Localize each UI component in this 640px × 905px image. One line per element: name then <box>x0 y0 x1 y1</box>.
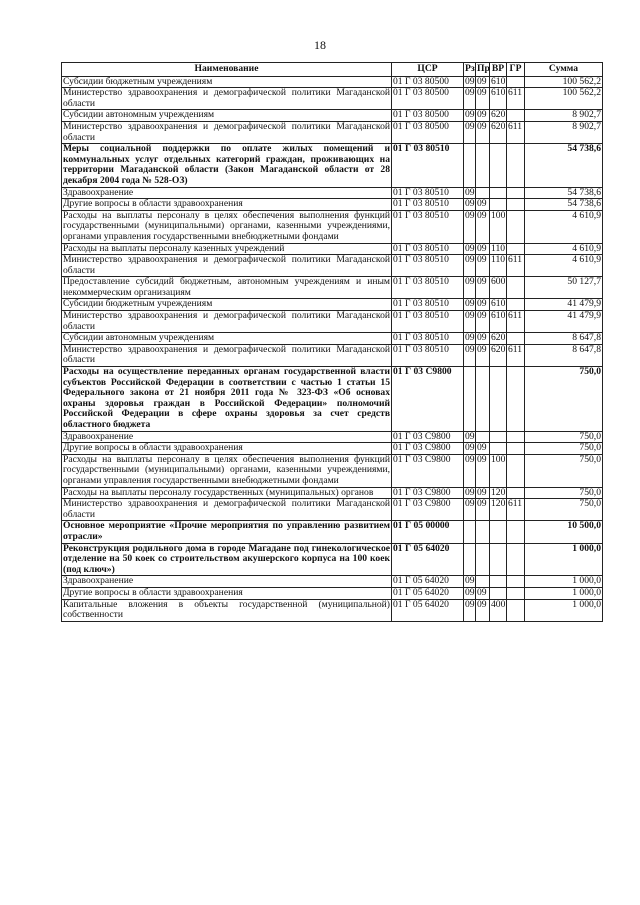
cell-pr: 09 <box>476 277 490 299</box>
cell-pr: 09 <box>476 333 490 345</box>
cell-gr <box>507 576 525 588</box>
cell-pr <box>476 431 490 443</box>
cell-csr: 01 Г 05 00000 <box>392 521 464 543</box>
table-row <box>62 543 603 576</box>
cell-name: Расходы на выплаты персоналу в целях обеспечения выполнения функций государственными (муниципальными) органами, казенными учреждениями, органами управления государственными внебюджетными фондами <box>63 209 390 242</box>
cell-name: Другие вопросы в области здравоохранения <box>62 199 392 211</box>
cell-gr <box>507 454 525 487</box>
table-row <box>62 277 603 299</box>
cell-rz: 09 <box>464 599 476 621</box>
cell-csr: 01 Г 05 64020 <box>392 576 464 588</box>
cell-vr: 600 <box>490 277 507 299</box>
budget-table <box>61 62 603 622</box>
cell-vr <box>490 144 507 187</box>
cell-rz: 09 <box>465 575 475 587</box>
cell-sum: 50 127,7 <box>525 277 603 299</box>
cell-csr: 01 Г 03 80510 <box>392 243 464 255</box>
cell-csr: 01 Г 05 64020 <box>392 543 464 576</box>
table-row <box>62 255 603 277</box>
cell-vr: 610 <box>491 75 506 87</box>
cell-sum: 1 000,0 <box>525 543 603 576</box>
header-csr: ЦСР <box>392 63 464 77</box>
cell-rz: 09 <box>464 121 476 143</box>
table-header-row <box>62 63 603 77</box>
cell-rz: 09 <box>464 277 476 299</box>
cell-pr <box>476 576 490 588</box>
cell-rz: 09 <box>465 430 475 442</box>
cell-name: Реконструкция родильного дома в городе Магадане под гинекологическое отделение на 50 коек со строительством акушерского корпуса на 100 коек (под ключ») <box>63 542 390 575</box>
cell-sum: 41 479,9 <box>525 299 603 311</box>
cell-rz: 09 <box>464 499 476 521</box>
cell-pr: 09 <box>476 454 490 487</box>
cell-name: Меры социальной поддержки по оплате жилых помещений и коммунальных услуг отдельных категорий граждан, проживающих на территории Магаданской области (Закон Магаданской области от 28 декабря 2004 года № 528-ОЗ) <box>63 143 390 186</box>
table-row <box>62 443 603 455</box>
cell-pr: 09 <box>476 210 490 243</box>
cell-pr <box>476 144 490 187</box>
cell-vr: 620 <box>491 332 506 344</box>
cell-csr: 01 Г 03 80510 <box>392 255 464 277</box>
cell-csr: 01 Г 03 80500 <box>392 88 464 110</box>
cell-name: Здравоохранение <box>62 576 392 588</box>
cell-rz <box>464 543 476 576</box>
cell-gr <box>507 487 525 499</box>
cell-csr: 01 Г 03 80510 <box>392 311 464 333</box>
cell-name: Основное мероприятие «Прочие мероприятия по управлению развитием отрасли» <box>63 520 390 542</box>
table-row <box>62 88 603 110</box>
cell-name: Расходы на выплаты персоналу государственных (муниципальных) органов <box>62 487 392 499</box>
table-row <box>62 110 603 122</box>
cell-gr <box>507 599 525 621</box>
cell-csr: 01 Г 05 64020 <box>392 599 464 621</box>
cell-gr: 611 <box>507 88 525 110</box>
cell-gr: 611 <box>507 344 525 366</box>
cell-vr: 400 <box>490 599 507 621</box>
page-number: 18 <box>314 38 326 52</box>
cell-name: Министерство здравоохранения и демографической политики Магаданской области <box>63 87 390 109</box>
header-name: Наименование <box>62 63 392 77</box>
cell-sum: 1 000,0 <box>525 587 603 599</box>
cell-rz: 09 <box>465 242 475 254</box>
cell-name: Министерство здравоохранения и демографической политики Магаданской области <box>63 120 390 143</box>
cell-gr: 611 <box>507 311 525 333</box>
cell-sum: 8 647,8 <box>525 333 603 345</box>
cell-gr: 611 <box>507 499 525 521</box>
cell-csr: 01 Г 03 80510 <box>392 333 464 345</box>
cell-sum: 750,0 <box>525 499 603 521</box>
cell-vr <box>490 187 507 199</box>
cell-csr: 01 Г 03 С9800 <box>392 499 464 521</box>
cell-vr: 610 <box>490 88 507 110</box>
cell-name: Субсидии бюджетным учреждениям <box>62 299 392 311</box>
cell-vr <box>490 443 507 455</box>
cell-vr: 620 <box>491 109 506 121</box>
cell-csr: 01 Г 03 С9800 <box>392 487 464 499</box>
cell-vr <box>490 543 507 576</box>
cell-rz: 09 <box>465 332 475 344</box>
cell-vr <box>490 587 507 599</box>
cell-pr: 09 <box>476 299 490 311</box>
cell-sum: 750,0 <box>525 431 603 443</box>
table-row <box>62 454 603 487</box>
cell-gr: 611 <box>507 255 525 277</box>
cell-sum: 54 738,6 <box>525 144 603 187</box>
cell-sum: 10 500,0 <box>525 521 603 543</box>
cell-csr: 01 Г 03 80510 <box>392 210 464 243</box>
cell-csr: 01 Г 05 64020 <box>392 587 464 599</box>
cell-name: Предоставление субсидий бюджетным, автономным учреждениям и иным некоммерческим организациям <box>63 276 390 298</box>
cell-csr: 01 Г 03 80510 <box>392 187 464 199</box>
cell-name: Министерство здравоохранения и демографической политики Магаданской области <box>63 498 390 520</box>
cell-pr: 09 <box>476 443 490 455</box>
cell-sum: 4 610,9 <box>525 255 603 277</box>
cell-csr: 01 Г 03 80500 <box>392 76 464 88</box>
cell-pr <box>476 521 490 543</box>
cell-vr: 110 <box>491 242 506 254</box>
cell-rz: 09 <box>465 198 475 210</box>
cell-csr: 01 Г 03 80510 <box>392 144 464 187</box>
cell-vr <box>490 431 507 443</box>
cell-name: Министерство здравоохранения и демографической политики Магаданской области <box>63 310 390 332</box>
cell-sum: 41 479,9 <box>525 311 603 333</box>
cell-name: Субсидии автономным учреждениям <box>62 333 392 345</box>
cell-gr <box>507 543 525 576</box>
cell-pr: 09 <box>476 587 490 599</box>
cell-name: Субсидии бюджетным учреждениям <box>62 76 392 88</box>
table-row <box>62 199 603 211</box>
cell-vr: 100 <box>490 210 507 243</box>
cell-pr: 09 <box>476 487 490 499</box>
cell-name: Расходы на осуществление переданных органам государственной власти субъектов Российской Федерации в соответствии с частью 1 статьи 15 Федерального закона от 21 ноября 2011 года № 323-ФЗ «Об основах охраны здоровья граждан в Российской Федерации» полномочий Российской Федерации в сфере охраны здоровья за счет средств областного бюджета <box>63 366 390 430</box>
cell-gr <box>507 443 525 455</box>
table-row <box>62 121 603 143</box>
cell-sum: 4 610,9 <box>525 243 603 255</box>
cell-pr <box>476 367 490 432</box>
cell-pr <box>476 543 490 576</box>
cell-sum: 100 562,2 <box>525 88 603 110</box>
cell-pr: 09 <box>476 311 490 333</box>
table-row <box>62 499 603 521</box>
cell-rz: 09 <box>465 109 475 121</box>
table-row <box>62 187 603 199</box>
cell-csr: 01 Г 03 С9800 <box>392 443 464 455</box>
header-vr: ВР <box>490 63 507 77</box>
table-row <box>62 76 603 88</box>
cell-rz: 09 <box>465 298 475 310</box>
table-row <box>62 333 603 345</box>
cell-pr: 09 <box>476 88 490 110</box>
table-row <box>62 210 603 243</box>
cell-gr <box>507 431 525 443</box>
cell-gr: 611 <box>507 121 525 143</box>
header-gr: ГР <box>507 63 525 77</box>
cell-vr: 620 <box>490 344 507 366</box>
cell-rz: 09 <box>465 586 475 598</box>
cell-sum: 8 902,7 <box>525 121 603 143</box>
cell-vr <box>490 199 507 211</box>
table-row <box>62 576 603 588</box>
cell-name: Здравоохранение <box>62 431 392 443</box>
cell-csr: 01 Г 03 С9800 <box>392 431 464 443</box>
cell-sum: 750,0 <box>525 443 603 455</box>
cell-rz: 09 <box>465 75 475 87</box>
cell-name: Другие вопросы в области здравоохранения <box>62 587 392 599</box>
table-row <box>62 599 603 621</box>
cell-csr: 01 Г 03 80510 <box>392 299 464 311</box>
cell-vr: 610 <box>491 298 506 310</box>
cell-name: Министерство здравоохранения и демографической политики Магаданской области <box>63 343 390 366</box>
cell-csr: 01 Г 03 С9800 <box>392 367 464 432</box>
cell-name: Расходы на выплаты персоналу в целях обеспечения выполнения функций государственными (муниципальными) органами, казенными учреждениями, органами управления государственными внебюджетными фондами <box>63 453 390 486</box>
cell-vr <box>490 521 507 543</box>
cell-gr <box>507 110 525 122</box>
cell-gr <box>507 76 525 88</box>
cell-csr: 01 Г 03 80510 <box>392 277 464 299</box>
cell-rz: 09 <box>465 186 475 198</box>
header-rz: Рз <box>464 63 476 77</box>
cell-pr: 09 <box>476 499 490 521</box>
cell-vr: 120 <box>490 499 507 521</box>
table-row <box>62 144 603 187</box>
cell-sum: 750,0 <box>525 367 603 432</box>
cell-gr <box>507 243 525 255</box>
table-row <box>62 521 603 543</box>
cell-csr: 01 Г 03 С9800 <box>392 454 464 487</box>
cell-sum: 54 738,6 <box>525 199 603 211</box>
table-row <box>62 587 603 599</box>
cell-pr: 09 <box>476 110 490 122</box>
cell-name: Капитальные вложения в объекты государственной (муниципальной) собственности <box>63 598 390 621</box>
cell-rz: 09 <box>464 210 476 243</box>
cell-vr: 110 <box>490 255 507 277</box>
cell-pr: 09 <box>476 599 490 621</box>
cell-gr <box>507 187 525 199</box>
cell-csr: 01 Г 03 80500 <box>392 110 464 122</box>
cell-vr: 620 <box>490 121 507 143</box>
table-row <box>62 487 603 499</box>
table-body <box>62 76 603 621</box>
cell-rz: 09 <box>464 454 476 487</box>
cell-vr: 120 <box>491 486 506 498</box>
cell-csr: 01 Г 03 80510 <box>392 199 464 211</box>
table-row <box>62 311 603 333</box>
cell-sum: 100 562,2 <box>525 76 603 88</box>
cell-rz: 09 <box>464 344 476 366</box>
header-sum: Сумма <box>525 63 603 77</box>
cell-gr <box>507 210 525 243</box>
cell-rz <box>464 367 476 432</box>
table-row <box>62 299 603 311</box>
cell-rz: 09 <box>465 442 475 454</box>
cell-sum: 750,0 <box>525 454 603 487</box>
cell-gr <box>507 144 525 187</box>
cell-rz <box>464 144 476 187</box>
table-row <box>62 367 603 432</box>
cell-vr <box>490 576 507 588</box>
cell-sum: 8 902,7 <box>525 110 603 122</box>
cell-sum: 750,0 <box>525 487 603 499</box>
cell-gr <box>507 277 525 299</box>
cell-rz <box>464 521 476 543</box>
cell-vr: 610 <box>490 311 507 333</box>
cell-pr: 09 <box>476 255 490 277</box>
cell-pr: 09 <box>476 121 490 143</box>
cell-vr <box>490 367 507 432</box>
cell-rz: 09 <box>464 88 476 110</box>
cell-name: Расходы на выплаты персоналу казенных учреждений <box>62 243 392 255</box>
cell-pr: 09 <box>476 243 490 255</box>
cell-pr: 09 <box>476 76 490 88</box>
cell-pr <box>476 187 490 199</box>
cell-sum: 1 000,0 <box>525 576 603 588</box>
cell-gr <box>507 367 525 432</box>
table-row <box>62 431 603 443</box>
cell-name: Субсидии автономным учреждениям <box>62 110 392 122</box>
header-pr: Пр <box>476 63 490 77</box>
cell-rz: 09 <box>465 486 475 498</box>
cell-gr <box>507 299 525 311</box>
cell-rz: 09 <box>464 255 476 277</box>
cell-sum: 1 000,0 <box>525 599 603 621</box>
cell-vr: 100 <box>490 454 507 487</box>
cell-sum: 4 610,9 <box>525 210 603 243</box>
table-row <box>62 243 603 255</box>
cell-name: Другие вопросы в области здравоохранения <box>62 443 392 455</box>
cell-name: Министерство здравоохранения и демографической политики Магаданской области <box>63 254 390 276</box>
cell-csr: 01 Г 03 80500 <box>392 121 464 143</box>
cell-rz: 09 <box>464 311 476 333</box>
cell-pr: 09 <box>476 344 490 366</box>
cell-pr: 09 <box>476 199 490 211</box>
cell-gr <box>507 521 525 543</box>
cell-sum: 8 647,8 <box>525 344 603 366</box>
cell-name: Здравоохранение <box>62 187 392 199</box>
cell-sum: 54 738,6 <box>525 187 603 199</box>
cell-csr: 01 Г 03 80510 <box>392 344 464 366</box>
table-row <box>62 344 603 366</box>
cell-gr <box>507 333 525 345</box>
cell-gr <box>507 199 525 211</box>
cell-gr <box>507 587 525 599</box>
